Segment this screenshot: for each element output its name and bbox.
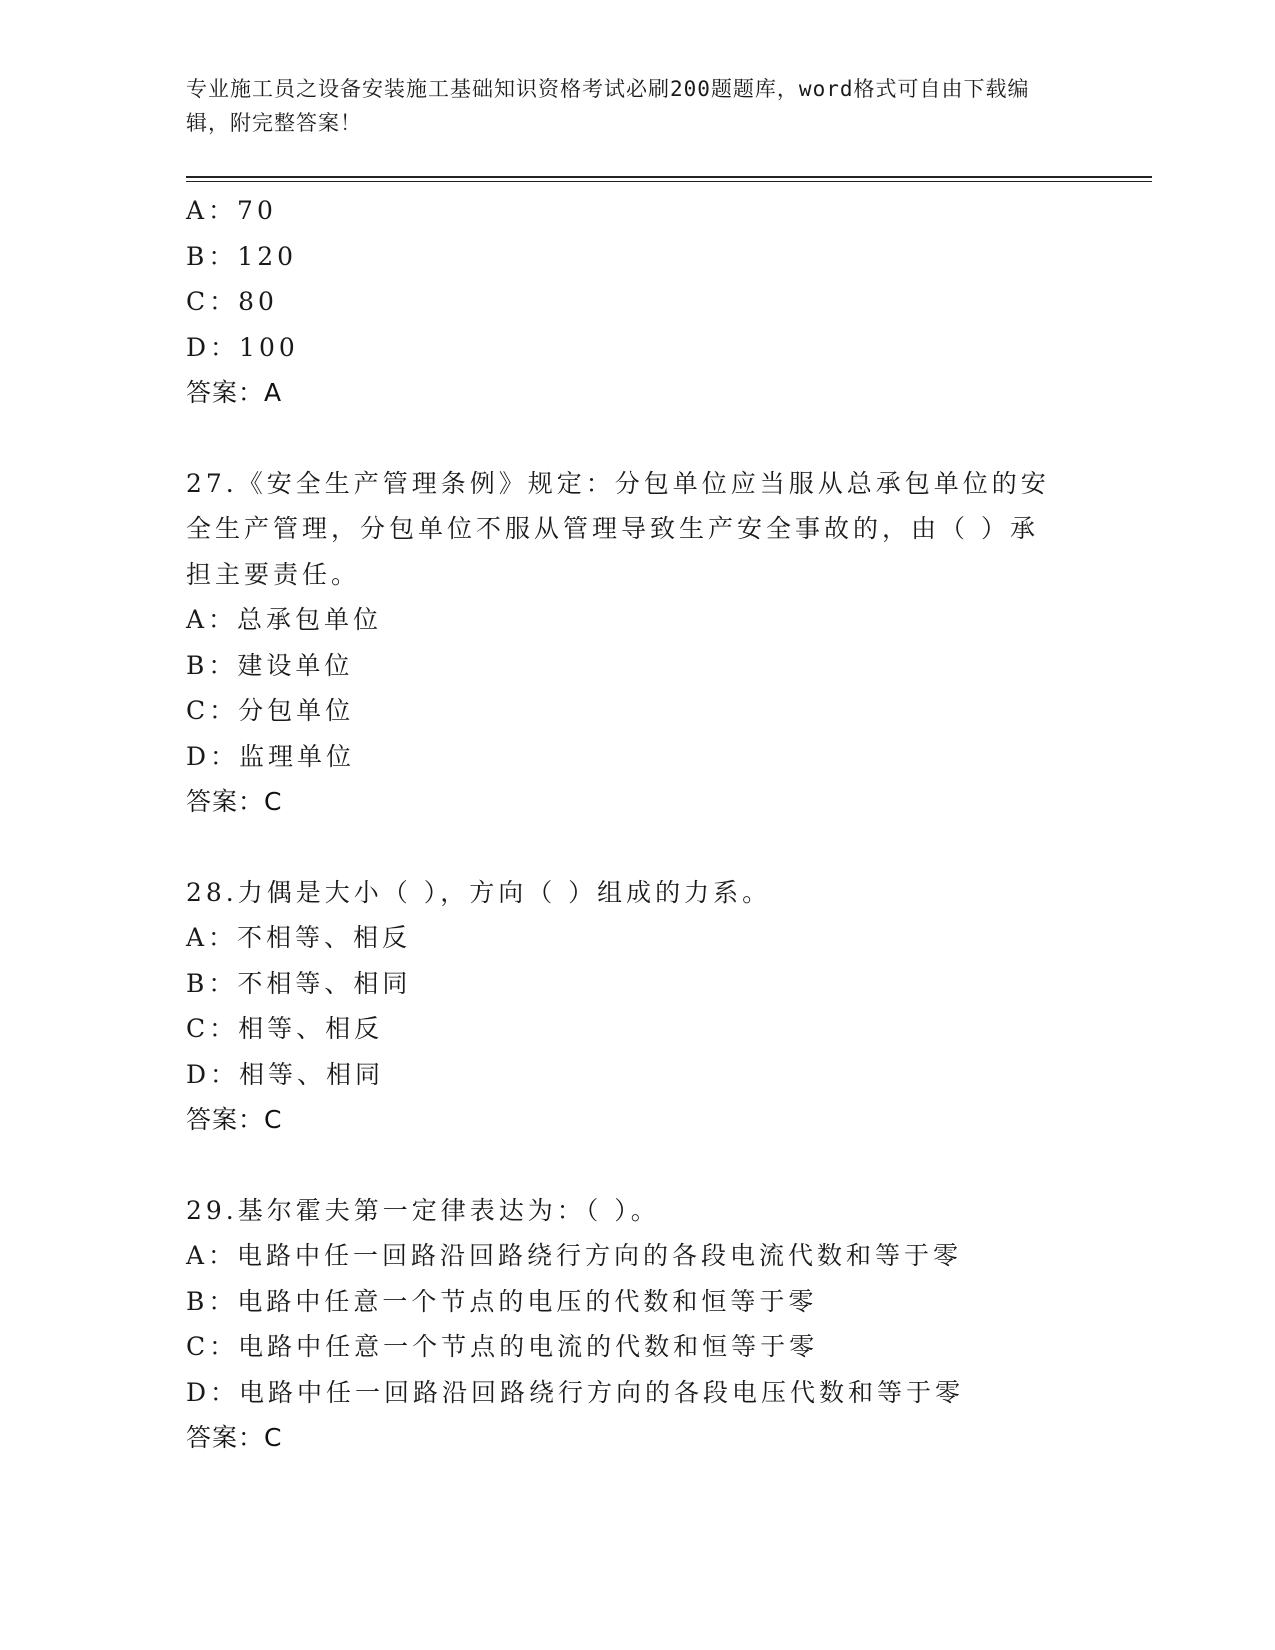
option-a: A：不相等、相反: [186, 923, 412, 952]
question-26-continued: [186, 188, 1086, 416]
option-b: B：120: [186, 241, 298, 271]
header-rule-thin: [186, 181, 1152, 182]
question-stem: 27.《安全生产管理条例》规定：分包单位应当服从总承包单位的安全生产管理，分包单位不服从管理导致生产安全事故的，由（ ）承担主要责任。: [186, 468, 1050, 589]
option-d: D：监理单位: [186, 741, 356, 771]
question-29: [186, 1188, 1086, 1461]
option-d: D：电路中任一回路沿回路绕行方向的各段电压代数和等于零: [186, 1377, 965, 1407]
option-a: A：电路中任一回路沿回路绕行方向的各段电流代数和等于零: [186, 1241, 963, 1270]
header-rule-thick: [186, 176, 1152, 178]
option-a: A：70: [186, 196, 277, 225]
page-header: 专业施工员之设备安装施工基础知识资格考试必刷200题题库，word格式可自由下载编辑，附完整答案！: [186, 77, 1030, 135]
answer-line: 答案：A: [186, 378, 283, 407]
question-28: [186, 870, 1086, 1143]
question-stem: 29.基尔霍夫第一定律表达为：（ ）。: [186, 1195, 660, 1225]
answer-line: 答案：C: [186, 1423, 283, 1452]
option-d: D：100: [186, 332, 299, 362]
option-b: B：不相等、相同: [186, 968, 412, 998]
option-d: D：相等、相同: [186, 1059, 385, 1089]
answer-line: 答案：C: [186, 787, 283, 816]
option-b: B：建设单位: [186, 650, 354, 680]
question-27: [186, 461, 1086, 825]
option-c: C：相等、相反: [186, 1014, 384, 1043]
option-c: C：分包单位: [186, 696, 355, 725]
option-a: A：总承包单位: [186, 605, 383, 634]
option-c: C：电路中任意一个节点的电流的代数和恒等于零: [186, 1332, 819, 1361]
option-c: C：80: [186, 287, 278, 316]
question-stem: 28.力偶是大小（ ），方向（ ）组成的力系。: [186, 877, 772, 907]
answer-line: 答案：C: [186, 1105, 283, 1134]
option-b: B：电路中任意一个节点的电压的代数和恒等于零: [186, 1286, 818, 1316]
question-content: [186, 188, 1086, 1461]
